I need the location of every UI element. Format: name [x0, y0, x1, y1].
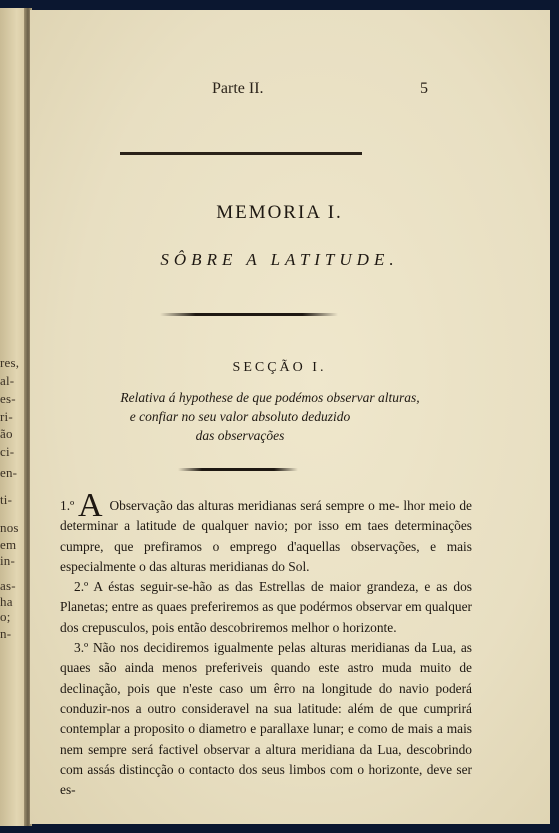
memoir-title: MEMORIA I. — [216, 202, 343, 223]
facing-page-fragment: nos — [0, 520, 19, 535]
facing-page-fragment: ão — [0, 426, 13, 441]
section-heading: SECÇÃO I. — [232, 360, 327, 375]
facing-page-fragment: al- — [0, 373, 15, 388]
section-caption-line-1: Relativa á hypothese de que podémos observar alturas, — [120, 390, 420, 405]
paragraph-1 — [60, 487, 472, 577]
running-header: Parte II. — [212, 80, 264, 97]
facing-page-fragment: ri- — [0, 409, 13, 424]
facing-page-fragment: o; — [0, 609, 11, 624]
facing-page-fragment: res, — [0, 355, 20, 370]
paragraph-1-line-1: Observação das alturas meridianas será sempre o me- — [109, 498, 400, 513]
facing-page-fragment: ti- — [0, 492, 13, 507]
facing-page-fragment: as- — [0, 578, 16, 593]
paragraph-number: 1.º — [60, 498, 75, 513]
paragraph-1-rest: lhor meio de determinar a latitude de qualquer navio; por isso em taes determinações cumpre, que prefiramos o emprego d'aquellas observações, e mais especialmente o das alturas meridianas do Sol. — [60, 498, 472, 574]
paragraph-3: 3.º Não nos decidiremos igualmente pelas alturas meridianas da Lua, as quaes são ainda menos preferiveis quando este astro muda muito de declinação, pois que n'este caso um êrro na longitude do navio poderá conduzir-nos a outro consideravel na sua latitude: além de que cumprirá contemplar a proposito o diametro e parallaxe lunar; e como de mais a mais nem sempre será factivel observar a altura meridiana da Lua, descobrindo com assás distincção o contacto dos seus limbos com o horizonte, deve ser es- — [60, 640, 472, 798]
facing-page-fragment: n- — [0, 626, 12, 641]
facing-page-fragment: en- — [0, 465, 18, 480]
title-ornament-rule — [160, 313, 338, 316]
facing-page-fragment: em — [0, 537, 17, 552]
paragraph-2: 2.º A éstas seguir-se-hão as das Estrellas de maior grandeza, e as dos Planetas; entre as quaes preferiremos as que podérmos observar em qualquer dos crepusculos, pois então descobriremos melhor o horizonte. — [60, 579, 472, 635]
facing-page-fragment: ha — [0, 594, 13, 609]
body-text — [60, 487, 472, 800]
facing-page-fragment: in- — [0, 553, 16, 568]
memoir-subtitle: SÔBRE A LATITUDE. — [160, 250, 399, 269]
facing-page-fragment: ci- — [0, 444, 15, 459]
drop-cap: A — [78, 487, 103, 524]
section-caption-line-3: das observações — [195, 428, 285, 443]
section-caption-line-2: e confiar no seu valor absoluto deduzido — [129, 409, 351, 424]
header-rule — [120, 152, 362, 155]
section-ornament-rule — [178, 468, 298, 471]
page-number: 5 — [420, 80, 428, 97]
facing-page-fragment: es- — [0, 391, 16, 406]
